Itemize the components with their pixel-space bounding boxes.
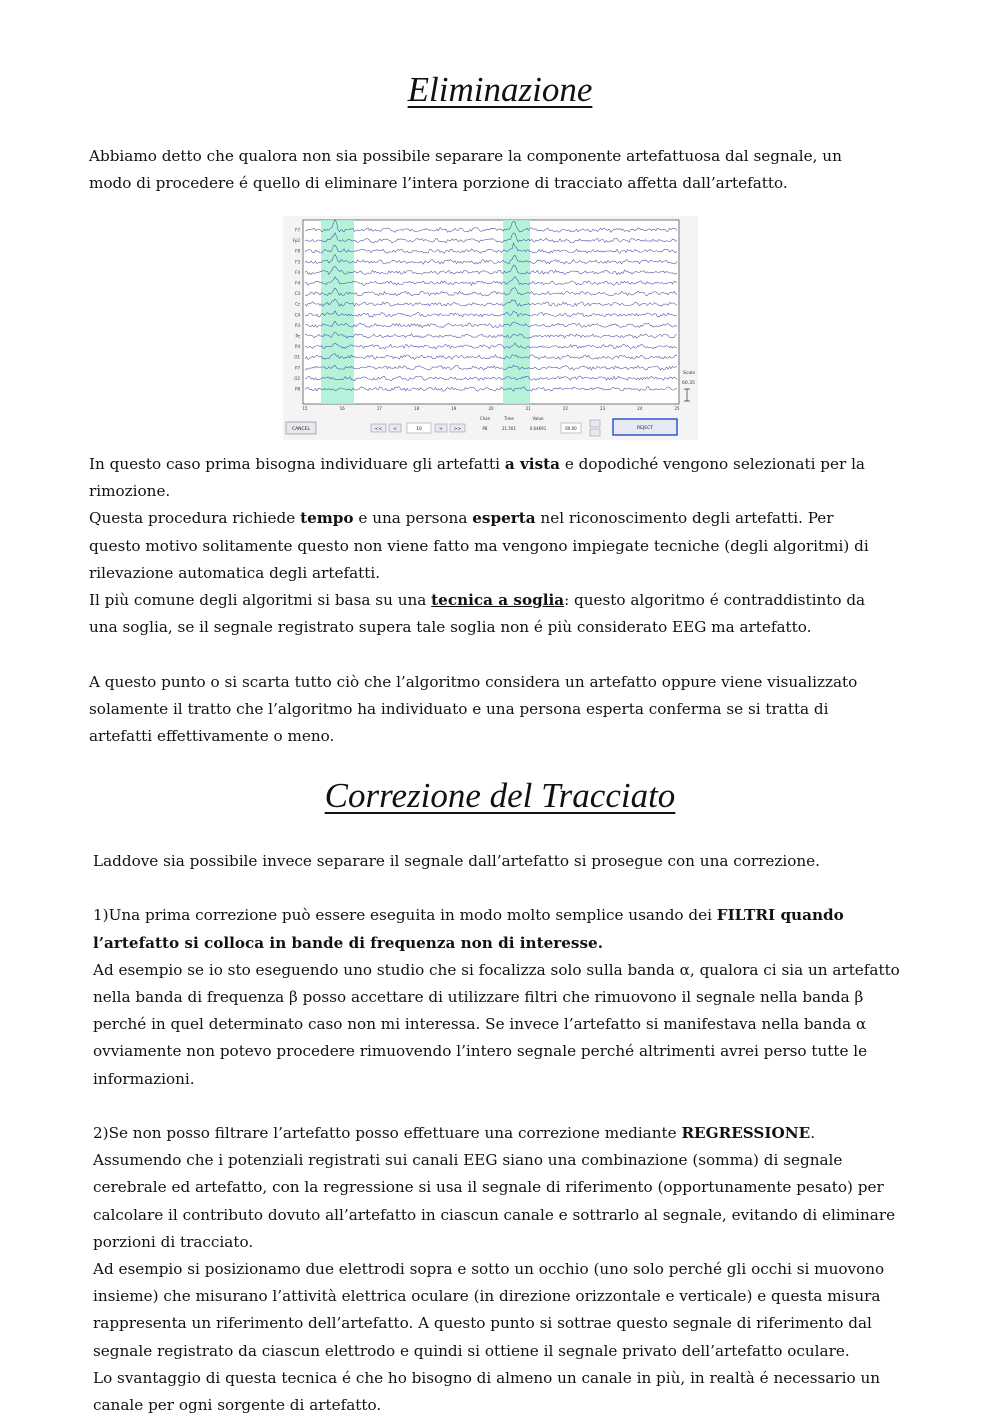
time-tick-label: 22 — [562, 406, 568, 411]
time-tick-label: 24 — [637, 406, 643, 411]
cancel-button-label: CANCEL — [291, 427, 311, 432]
scale-label: Scale — [683, 371, 696, 376]
time-tick-label: 23 — [600, 406, 606, 411]
channel-label: P7 — [295, 365, 300, 371]
channel-label: C3 — [294, 291, 300, 297]
channel-label: C4 — [294, 312, 300, 318]
paragraph: 2)Se non posso filtrare l’artefatto posso effettuare una correzione mediante REGRESSIONE. — [93, 1124, 816, 1142]
paragraph: Laddove sia possibile invece separare il segnale dall’artefatto si prosegue con una correzione. — [93, 852, 820, 870]
channel-label: Cz — [295, 301, 300, 307]
time-tick-label: 18 — [414, 406, 420, 411]
time-header: Time — [504, 416, 514, 421]
value-value: 0.64691 — [529, 426, 547, 431]
intro-paragraph — [89, 143, 879, 197]
section-title-eliminazione: Eliminazione — [407, 70, 593, 109]
channel-label: Pz — [295, 333, 300, 339]
time-tick-label: 15 — [302, 406, 308, 411]
plot-area — [303, 220, 679, 404]
time-tick-label: 21 — [525, 406, 531, 411]
section-title-correzione: Correzione del Tracciato — [324, 776, 676, 815]
eeg-artifact-rejection-figure — [283, 216, 698, 440]
time-tick-label: 25 — [674, 406, 680, 411]
paragraph: Il più comune degli algoritmi si basa su una tecnica a soglia: questo algoritmo é contraddistinto da una soglia, se il segnale registrato supera tale soglia non é più considerato EEG ma artefatto. — [89, 591, 866, 637]
rejected-segment-highlight — [321, 220, 354, 404]
channel-label: O2 — [294, 375, 300, 381]
scale-input-value: 60.00 — [565, 426, 577, 431]
time-tick-label: 16 — [339, 406, 345, 411]
body-section-1 — [89, 451, 889, 750]
reject-button-label: REJECT — [636, 426, 654, 431]
value-header: Value — [532, 416, 544, 421]
nav-forward-fast-label: >> — [453, 427, 462, 432]
channel-label: O1 — [294, 354, 300, 360]
chan-header: Chan — [479, 416, 491, 421]
window-length-value: 10 — [416, 427, 422, 432]
paragraph: A questo punto o si scarta tutto ciò che l’algoritmo considera un artefatto oppure viene visualizzato solamente il tratto che l’algoritmo ha individuato e una persona esperta conferma se si tratta di artefatti effettivamente o meno. — [89, 672, 858, 746]
time-tick-label: 20 — [488, 406, 494, 411]
channel-label: P4 — [295, 344, 300, 350]
paragraph: 1)Una prima correzione può essere eseguita in modo molto semplice usando dei FILTRI quando l’artefatto si colloca in bande di frequenza non di interesse. — [93, 906, 844, 952]
channel-label: F8 — [295, 248, 300, 254]
time-tick-label: 19 — [451, 406, 457, 411]
channel-label: F4 — [295, 280, 300, 286]
paragraph: Questa procedura richiede tempo e una persona esperta nel riconoscimento degli artefatti. Per questo motivo solitamente questo non viene fatto ma vengono impiegate tecniche (degli algoritmi) di rilevazione automatica degli artefatti. — [89, 509, 869, 582]
paragraph: In questo caso prima bisogna individuare gli artefatti a vista e dopodiché vengono selezionati per la rimozione. — [89, 455, 865, 501]
nav-back-label: < — [393, 427, 397, 432]
body-section-2 — [93, 848, 903, 1419]
channel-label: Fp2 — [292, 238, 300, 244]
paragraph: Assumendo che i potenziali registrati sui canali EEG siano una combinazione (somma) di segnale cerebrale ed artefatto, con la regressione si usa il segnale di riferimento (opportunamente pesato) per calcolare il contributo dovuto all’artefatto in ciascun canale e sottrarlo al segnale, evitando di eliminare porzioni di tracciato. — [93, 1151, 896, 1251]
scale-value: 60.35 — [682, 381, 695, 386]
paragraph: Abbiamo detto che qualora non sia possibile separare la componente artefattuosa dal segnale, un modo di procedere é quello di eliminare l’intera porzione di tracciato affetta dall’artefatto. — [89, 147, 842, 193]
paragraph: Ad esempio si posizionamo due elettrodi sopra e sotto un occhio (uno solo perché gli occhi si muovono insieme) che misurano l’attività elettrica oculare (in direzione orizzontale e verticale) e questa misura rappresenta un riferimento dell’artefatto. A questo punto si sottrae questo segnale di riferimento dal segnale registrato da ciascun elettrodo e quindi si ottiene il segnale privato dell’artefatto oculare. — [93, 1260, 885, 1360]
scale-up-button[interactable] — [590, 420, 600, 427]
nav-back-fast-label: << — [374, 427, 383, 432]
channel-label: F7 — [295, 227, 300, 233]
time-value: 21.501 — [502, 426, 516, 431]
scale-down-button[interactable] — [590, 429, 600, 436]
channel-label: F4 — [295, 269, 300, 275]
chan-value: P8 — [482, 426, 488, 431]
channel-label: F3 — [295, 259, 300, 265]
paragraph: Ad esempio se io sto eseguendo uno studio che si focalizza solo sulla banda α, qualora ci sia un artefatto nella banda di frequenza β posso accettare di utilizzare filtri che rimuovono il segnale nella banda β perché in quel determinato caso non mi interessa. Se invece l’artefatto si manifestava nella banda α ovviamente non potevo procedere rimuovendo l’intero segnale perché altrimenti avrei perso tutte le informazioni. — [93, 960, 900, 1088]
time-tick-label: 17 — [376, 406, 382, 411]
channel-label: P8 — [295, 386, 300, 392]
paragraph: Lo svantaggio di questa tecnica é che ho bisogno di almeno un canale in più, in realtà é necessario un canale per ogni sorgente di artefatto. — [93, 1368, 881, 1415]
channel-label: P3 — [295, 322, 300, 328]
nav-forward-label: > — [439, 427, 443, 432]
